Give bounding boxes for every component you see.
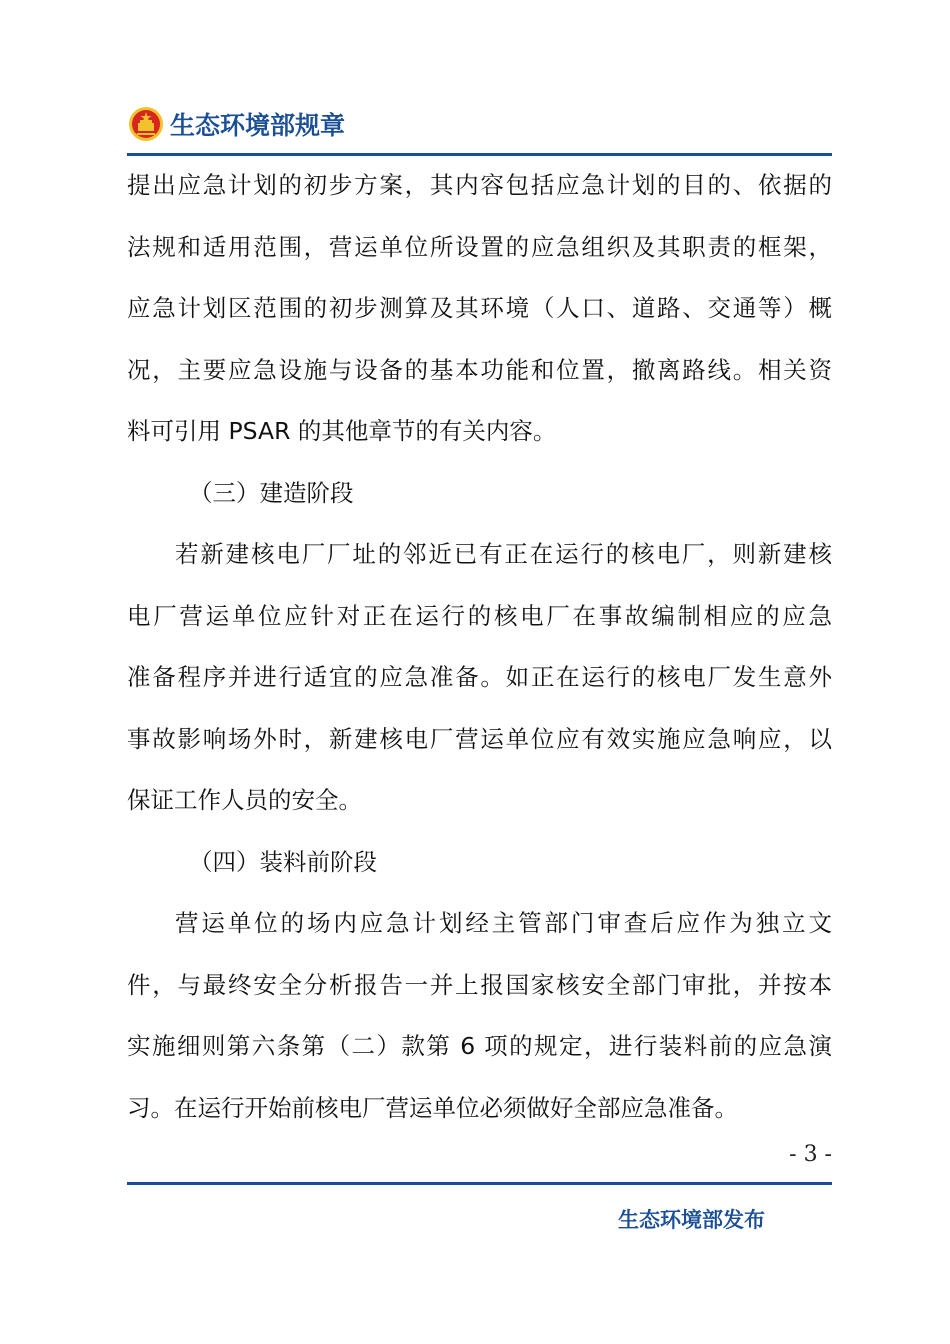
section-heading: （三）建造阶段	[189, 478, 354, 507]
body-line: 事故影响场外时，新建核电厂营运单位应有效实施应急响应，以	[127, 724, 832, 753]
body-line: 况，主要应急设施与设备的基本功能和位置，撤离路线。相关资	[127, 355, 832, 384]
footer-divider	[127, 1182, 832, 1185]
body-line: 料可引用 PSAR 的其他章节的有关内容。	[127, 417, 557, 445]
header-title: 生态环境部规章	[170, 111, 346, 140]
body-line: 应急计划区范围的初步测算及其环境（人口、道路、交通等）概	[127, 294, 832, 322]
body-line: 准备程序并进行适宜的应急准备。如正在运行的核电厂发生意外	[127, 663, 832, 691]
national-emblem-icon	[128, 106, 164, 142]
body-line: 件，与最终安全分析报告一并上报国家核安全部门审批，并按本	[127, 970, 832, 999]
body-line: 营运单位的场内应急计划经主管部门审查后应作为独立文	[175, 909, 832, 937]
body-line: 习。在运行开始前核电厂营运单位必须做好全部应急准备。	[127, 1093, 738, 1122]
section-heading: （四）装料前阶段	[189, 847, 377, 876]
body-line: 保证工作人员的安全。	[127, 786, 362, 814]
body-line: 若新建核电厂厂址的邻近已有正在运行的核电厂，则新建核	[175, 540, 832, 568]
body-line: 实施细则第六条第（二）款第 6 项的规定，进行装料前的应急演	[127, 1032, 832, 1060]
body-line: 提出应急计划的初步方案，其内容包括应急计划的目的、依据的	[127, 171, 832, 199]
document-body	[127, 155, 832, 1139]
footer-publisher: 生态环境部发布	[618, 1208, 765, 1232]
body-line: 电厂营运单位应针对正在运行的核电厂在事故编制相应的应急	[127, 601, 832, 630]
page-header	[128, 98, 345, 150]
body-line: 法规和适用范围，营运单位所设置的应急组织及其职责的框架，	[127, 232, 832, 261]
page-number: - 3 -	[789, 1142, 832, 1167]
